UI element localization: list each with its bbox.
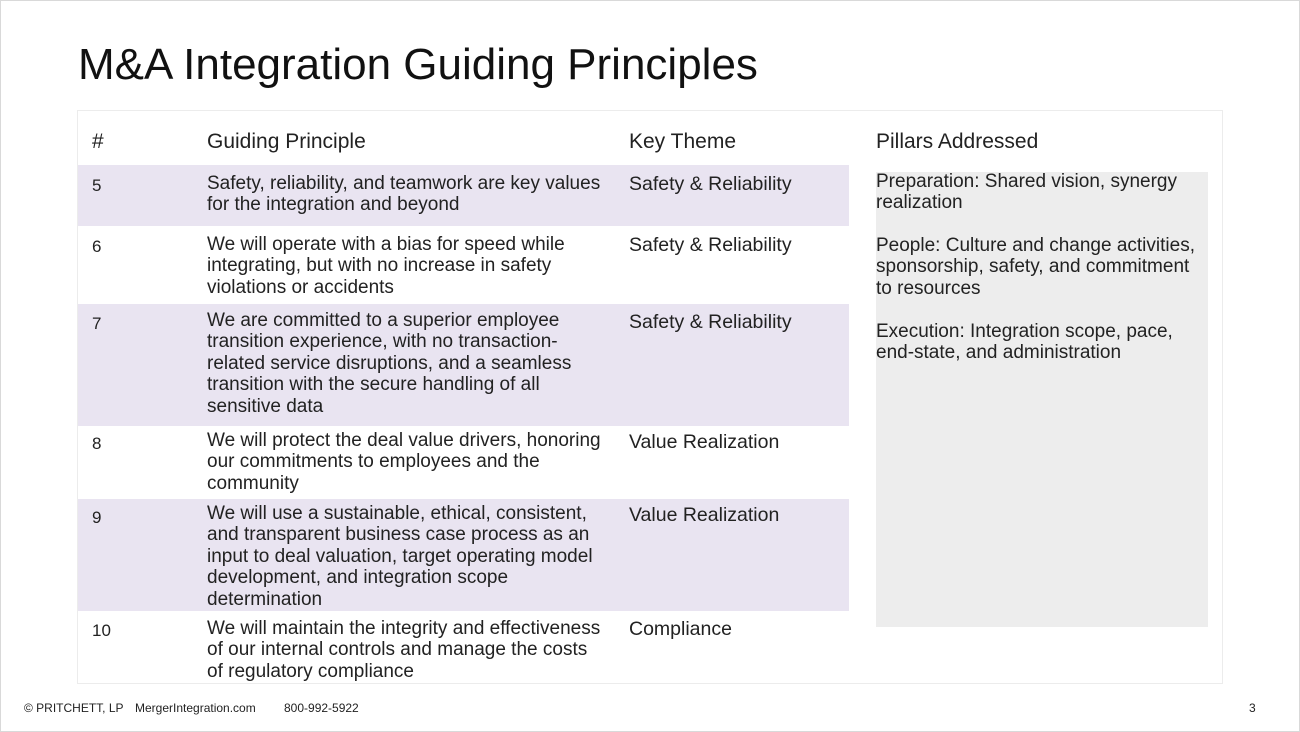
pillar-execution: Execution: Integration scope, pace, end-state, and administration	[876, 321, 1173, 364]
row-number: 5	[92, 176, 102, 195]
footer-website: MergerIntegration.com	[135, 701, 256, 715]
row-principle: We are committed to a superior employee transition experience, with no transaction-related service disruptions, and a seamless transition with the secure handling of all sensitive data	[207, 310, 572, 417]
row-key-theme: Safety & Reliability	[629, 311, 792, 333]
row-number: 10	[92, 621, 111, 640]
page-title: M&A Integration Guiding Principles	[78, 40, 758, 89]
row-number: 7	[92, 314, 102, 333]
header-key-theme: Key Theme	[629, 130, 736, 153]
table-row	[78, 426, 849, 499]
row-key-theme: Value Realization	[629, 504, 780, 526]
row-number: 9	[92, 508, 102, 527]
row-number: 6	[92, 237, 102, 256]
row-number: 8	[92, 434, 102, 453]
row-key-theme: Compliance	[629, 618, 732, 640]
table-row	[78, 226, 849, 304]
header-guiding-principle: Guiding Principle	[207, 130, 366, 153]
table-row	[78, 304, 849, 426]
header-number: #	[92, 130, 104, 153]
table-row	[78, 499, 849, 611]
row-principle: Safety, reliability, and teamwork are key values for the integration and beyond	[207, 173, 601, 216]
page-number: 3	[1249, 701, 1256, 715]
row-key-theme: Safety & Reliability	[629, 234, 792, 256]
header-pillars-addressed: Pillars Addressed	[876, 130, 1039, 153]
row-principle: We will maintain the integrity and effectiveness of our internal controls and manage the costs of regulatory compliance	[207, 618, 601, 682]
row-key-theme: Value Realization	[629, 431, 780, 453]
row-key-theme: Safety & Reliability	[629, 173, 792, 195]
row-principle: We will operate with a bias for speed while integrating, but with no increase in safety violations or accidents	[207, 234, 565, 298]
row-principle: We will protect the deal value drivers, honoring our commitments to employees and the community	[207, 430, 601, 494]
pillar-people: People: Culture and change activities, sponsorship, safety, and commitment to resources	[876, 235, 1195, 299]
footer-copyright: © PRITCHETT, LP	[24, 701, 124, 715]
table-row	[78, 165, 849, 226]
row-principle: We will use a sustainable, ethical, consistent, and transparent business case process as an input to deal valuation, target operating model development, and integration scope determination	[207, 503, 593, 610]
table-row	[78, 611, 849, 682]
footer-phone: 800-992-5922	[284, 701, 359, 715]
pillar-preparation: Preparation: Shared vision, synergy realization	[876, 171, 1177, 214]
